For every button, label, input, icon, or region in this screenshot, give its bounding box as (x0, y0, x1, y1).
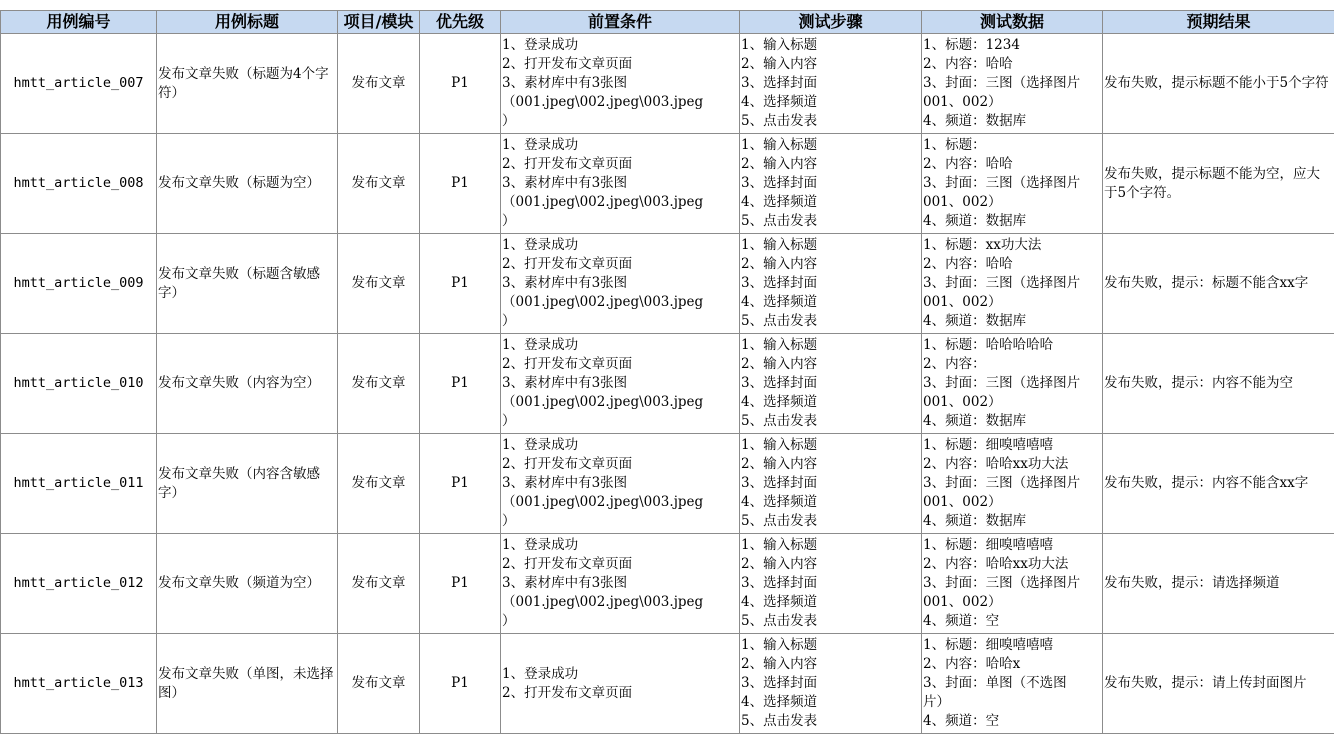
cell-precondition-line: ） (502, 113, 516, 129)
cell-data-line: 001、002） (923, 494, 1002, 510)
cell-module[interactable]: 发布文章 (338, 134, 420, 234)
cell-steps-line: 1、输入标题 (741, 437, 818, 453)
header-expected[interactable]: 预期结果 (1103, 11, 1334, 34)
header-precondition[interactable]: 前置条件 (501, 11, 740, 34)
header-id[interactable]: 用例编号 (1, 11, 157, 34)
cell-precondition-line: 2、打开发布文章页面 (502, 556, 633, 572)
cell-expected[interactable]: 发布失败，提示：内容不能为空 (1103, 334, 1334, 434)
header-row (1, 11, 1334, 34)
cell-title[interactable]: 发布文章失败（内容含敏感字） (157, 434, 338, 534)
cell-steps-line: 1、输入标题 (741, 537, 818, 553)
cell-precondition-line: 3、素材库中有3张图 (502, 575, 628, 591)
cell-steps[interactable] (740, 534, 922, 634)
cell-priority[interactable]: P1 (420, 34, 501, 134)
cell-data-line: 3、封面：三图（选择图片 (923, 275, 1081, 291)
table-row (1, 134, 1334, 234)
cell-data[interactable] (922, 234, 1103, 334)
cell-steps[interactable] (740, 234, 922, 334)
cell-data[interactable] (922, 434, 1103, 534)
cell-module[interactable]: 发布文章 (338, 434, 420, 534)
cell-precondition[interactable] (501, 234, 740, 334)
cell-module[interactable]: 发布文章 (338, 34, 420, 134)
cell-steps-line: 3、选择封面 (741, 375, 818, 391)
cell-steps-line: 2、输入内容 (741, 156, 818, 172)
cell-precondition-line: 3、素材库中有3张图 (502, 75, 628, 91)
cell-title[interactable]: 发布文章失败（内容为空） (157, 334, 338, 434)
sheet-top-strip (0, 0, 1334, 10)
cell-precondition-line: 1、登录成功 (502, 37, 579, 53)
cell-precondition-line: （001.jpeg\002.jpeg\003.jpeg (502, 294, 704, 310)
cell-title[interactable]: 发布文章失败（标题为空） (157, 134, 338, 234)
cell-data-line: 3、封面：单图（不选图 (923, 675, 1067, 691)
cell-data-line: 001、002） (923, 94, 1002, 110)
cell-data-line: 2、内容：哈哈 (923, 156, 1013, 172)
cell-steps-line: 4、选择频道 (741, 494, 818, 510)
cell-expected[interactable]: 发布失败，提示：请选择频道 (1103, 534, 1334, 634)
cell-data-line: 3、封面：三图（选择图片 (923, 75, 1081, 91)
cell-steps-line: 4、选择频道 (741, 294, 818, 310)
cell-data-line: 4、频道：数据库 (923, 413, 1027, 429)
cell-precondition[interactable] (501, 434, 740, 534)
table-row (1, 534, 1334, 634)
cell-precondition[interactable] (501, 134, 740, 234)
cell-steps-line: 3、选择封面 (741, 675, 818, 691)
cell-steps[interactable] (740, 134, 922, 234)
cell-precondition-line: 1、登录成功 (502, 337, 579, 353)
cell-steps[interactable] (740, 634, 922, 734)
cell-precondition-line: 1、登录成功 (502, 237, 579, 253)
cell-steps-line: 3、选择封面 (741, 75, 818, 91)
cell-data-line: 001、002） (923, 294, 1002, 310)
cell-precondition-line: ） (502, 413, 516, 429)
cell-title[interactable]: 发布文章失败（标题含敏感字） (157, 234, 338, 334)
cell-data-line: 4、频道：数据库 (923, 113, 1027, 129)
cell-precondition-line: 2、打开发布文章页面 (502, 456, 633, 472)
cell-data-line: 3、封面：三图（选择图片 (923, 475, 1081, 491)
cell-id[interactable]: hmtt_article_011 (1, 434, 157, 534)
cell-precondition-line: 2、打开发布文章页面 (502, 684, 633, 701)
cell-data-line: 4、频道：空 (923, 613, 1000, 629)
cell-precondition-line: ） (502, 213, 516, 229)
cell-steps-line: 1、输入标题 (741, 137, 818, 153)
cell-expected[interactable]: 发布失败，提示：内容不能含xx字 (1103, 434, 1334, 534)
cell-precondition[interactable] (501, 534, 740, 634)
cell-steps-line: 4、选择频道 (741, 194, 818, 210)
cell-precondition-line: 2、打开发布文章页面 (502, 256, 633, 272)
cell-precondition-line: （001.jpeg\002.jpeg\003.jpeg (502, 194, 704, 210)
table-row (1, 334, 1334, 434)
cell-steps-line: 5、点击发表 (741, 313, 818, 329)
cell-steps-line: 5、点击发表 (741, 513, 818, 529)
cell-steps-line: 2、输入内容 (741, 456, 818, 472)
cell-precondition-line: 1、登录成功 (502, 537, 579, 553)
table-row (1, 234, 1334, 334)
cell-data[interactable] (922, 34, 1103, 134)
cell-steps-line: 2、输入内容 (741, 556, 818, 572)
cell-data-line: 001、002） (923, 194, 1002, 210)
cell-precondition-line: 1、登录成功 (502, 437, 579, 453)
cell-steps-line: 4、选择频道 (741, 394, 818, 410)
cell-precondition[interactable] (501, 34, 740, 134)
cell-priority[interactable]: P1 (420, 434, 501, 534)
cell-steps-line: 1、输入标题 (741, 37, 818, 53)
test-case-table (0, 10, 1334, 734)
cell-data-line: 1、标题： (923, 137, 986, 153)
cell-precondition-line: （001.jpeg\002.jpeg\003.jpeg (502, 94, 704, 110)
cell-id[interactable]: hmtt_article_012 (1, 534, 157, 634)
cell-precondition-line: ） (502, 513, 516, 529)
cell-data-line: 001、002） (923, 594, 1002, 610)
cell-precondition-line: 1、登录成功 (502, 137, 579, 153)
cell-steps-line: 5、点击发表 (741, 713, 818, 729)
table-row (1, 434, 1334, 534)
cell-precondition-line: 3、素材库中有3张图 (502, 475, 628, 491)
cell-data-line: 1、标题：哈哈哈哈哈 (923, 337, 1054, 353)
cell-priority[interactable]: P1 (420, 234, 501, 334)
header-priority[interactable]: 优先级 (420, 11, 501, 34)
cell-steps-line: 2、输入内容 (741, 356, 818, 372)
cell-steps-line: 3、选择封面 (741, 475, 818, 491)
cell-module[interactable]: 发布文章 (338, 534, 420, 634)
cell-data-line: 2、内容：哈哈xx功大法 (923, 556, 1069, 572)
cell-precondition-line: （001.jpeg\002.jpeg\003.jpeg (502, 594, 704, 610)
cell-data[interactable] (922, 334, 1103, 434)
cell-steps-line: 4、选择频道 (741, 694, 818, 710)
cell-precondition-line: 3、素材库中有3张图 (502, 175, 628, 191)
cell-steps[interactable] (740, 34, 922, 134)
cell-steps-line: 2、输入内容 (741, 56, 818, 72)
cell-id[interactable]: hmtt_article_013 (1, 634, 157, 734)
cell-steps-line: 5、点击发表 (741, 113, 818, 129)
header-module[interactable]: 项目/模块 (338, 11, 420, 34)
cell-steps-line: 5、点击发表 (741, 213, 818, 229)
cell-steps[interactable] (740, 434, 922, 534)
cell-data-line: 1、标题：细嗅嘻嘻嘻 (923, 437, 1054, 453)
table-row (1, 34, 1334, 134)
cell-precondition-line: 1、登录成功 (502, 665, 579, 682)
cell-data-line: 3、封面：三图（选择图片 (923, 175, 1081, 191)
cell-data-line: 2、内容：哈哈x (923, 656, 1021, 672)
cell-steps-line: 3、选择封面 (741, 575, 818, 591)
cell-data-line: 4、频道：数据库 (923, 313, 1027, 329)
cell-data-line: 1、标题：细嗅嘻嘻嘻 (923, 637, 1054, 653)
cell-priority[interactable]: P1 (420, 634, 501, 734)
cell-steps-line: 5、点击发表 (741, 613, 818, 629)
cell-steps-line: 2、输入内容 (741, 256, 818, 272)
cell-data[interactable] (922, 534, 1103, 634)
cell-precondition-line: 2、打开发布文章页面 (502, 56, 633, 72)
cell-steps-line: 2、输入内容 (741, 656, 818, 672)
cell-data-line: 2、内容：哈哈 (923, 256, 1013, 272)
cell-priority[interactable]: P1 (420, 334, 501, 434)
table-body (1, 34, 1334, 734)
cell-data-line: 4、频道：数据库 (923, 513, 1027, 529)
cell-precondition-line: ） (502, 313, 516, 329)
cell-id[interactable]: hmtt_article_009 (1, 234, 157, 334)
cell-steps-line: 4、选择频道 (741, 94, 818, 110)
cell-steps-line: 5、点击发表 (741, 413, 818, 429)
cell-steps[interactable] (740, 334, 922, 434)
cell-data-line: 1、标题：1234 (923, 37, 1020, 53)
cell-expected[interactable]: 发布失败，提示：标题不能含xx字 (1103, 234, 1334, 334)
cell-data-line: 2、内容： (923, 356, 986, 372)
cell-data-line: 片） (923, 694, 950, 710)
cell-precondition-line: 2、打开发布文章页面 (502, 156, 633, 172)
cell-data-line: 3、封面：三图（选择图片 (923, 375, 1081, 391)
cell-title[interactable]: 发布文章失败（单图，未选择图） (157, 634, 338, 734)
table-row (1, 634, 1334, 734)
cell-precondition[interactable] (501, 634, 740, 734)
cell-data[interactable] (922, 134, 1103, 234)
cell-steps-line: 3、选择封面 (741, 275, 818, 291)
cell-precondition[interactable] (501, 334, 740, 434)
cell-steps-line: 1、输入标题 (741, 237, 818, 253)
cell-expected[interactable]: 发布失败，提示：请上传封面图片 (1103, 634, 1334, 734)
cell-steps-line: 3、选择封面 (741, 175, 818, 191)
cell-precondition-line: （001.jpeg\002.jpeg\003.jpeg (502, 394, 704, 410)
cell-id[interactable]: hmtt_article_008 (1, 134, 157, 234)
cell-steps-line: 1、输入标题 (741, 337, 818, 353)
cell-module[interactable]: 发布文章 (338, 334, 420, 434)
cell-precondition-line: ） (502, 613, 516, 629)
cell-precondition-line: 3、素材库中有3张图 (502, 375, 628, 391)
cell-data[interactable] (922, 634, 1103, 734)
cell-steps-line: 4、选择频道 (741, 594, 818, 610)
cell-data-line: 2、内容：哈哈xx功大法 (923, 456, 1069, 472)
cell-precondition-line: 2、打开发布文章页面 (502, 356, 633, 372)
cell-precondition-line: 3、素材库中有3张图 (502, 275, 628, 291)
cell-data-line: 1、标题：xx功大法 (923, 237, 1042, 253)
cell-data-line: 3、封面：三图（选择图片 (923, 575, 1081, 591)
cell-data-line: 4、频道：空 (923, 713, 1000, 729)
cell-id[interactable]: hmtt_article_010 (1, 334, 157, 434)
cell-priority[interactable]: P1 (420, 134, 501, 234)
cell-precondition-line: （001.jpeg\002.jpeg\003.jpeg (502, 494, 704, 510)
cell-data-line: 4、频道：数据库 (923, 213, 1027, 229)
cell-expected[interactable]: 发布失败，提示标题不能小于5个字符 (1103, 34, 1334, 134)
header-title[interactable]: 用例标题 (157, 11, 338, 34)
cell-priority[interactable]: P1 (420, 534, 501, 634)
cell-id[interactable]: hmtt_article_007 (1, 34, 157, 134)
cell-module[interactable]: 发布文章 (338, 234, 420, 334)
cell-data-line: 2、内容：哈哈 (923, 56, 1013, 72)
cell-steps-line: 1、输入标题 (741, 637, 818, 653)
cell-title[interactable]: 发布文章失败（频道为空） (157, 534, 338, 634)
cell-data-line: 001、002） (923, 394, 1002, 410)
header-data[interactable]: 测试数据 (922, 11, 1103, 34)
cell-data-line: 1、标题：细嗅嘻嘻嘻 (923, 537, 1054, 553)
cell-expected[interactable]: 发布失败，提示标题不能为空，应大于5个字符。 (1103, 134, 1334, 234)
cell-module[interactable]: 发布文章 (338, 634, 420, 734)
cell-title[interactable]: 发布文章失败（标题为4个字符） (157, 34, 338, 134)
header-steps[interactable]: 测试步骤 (740, 11, 922, 34)
